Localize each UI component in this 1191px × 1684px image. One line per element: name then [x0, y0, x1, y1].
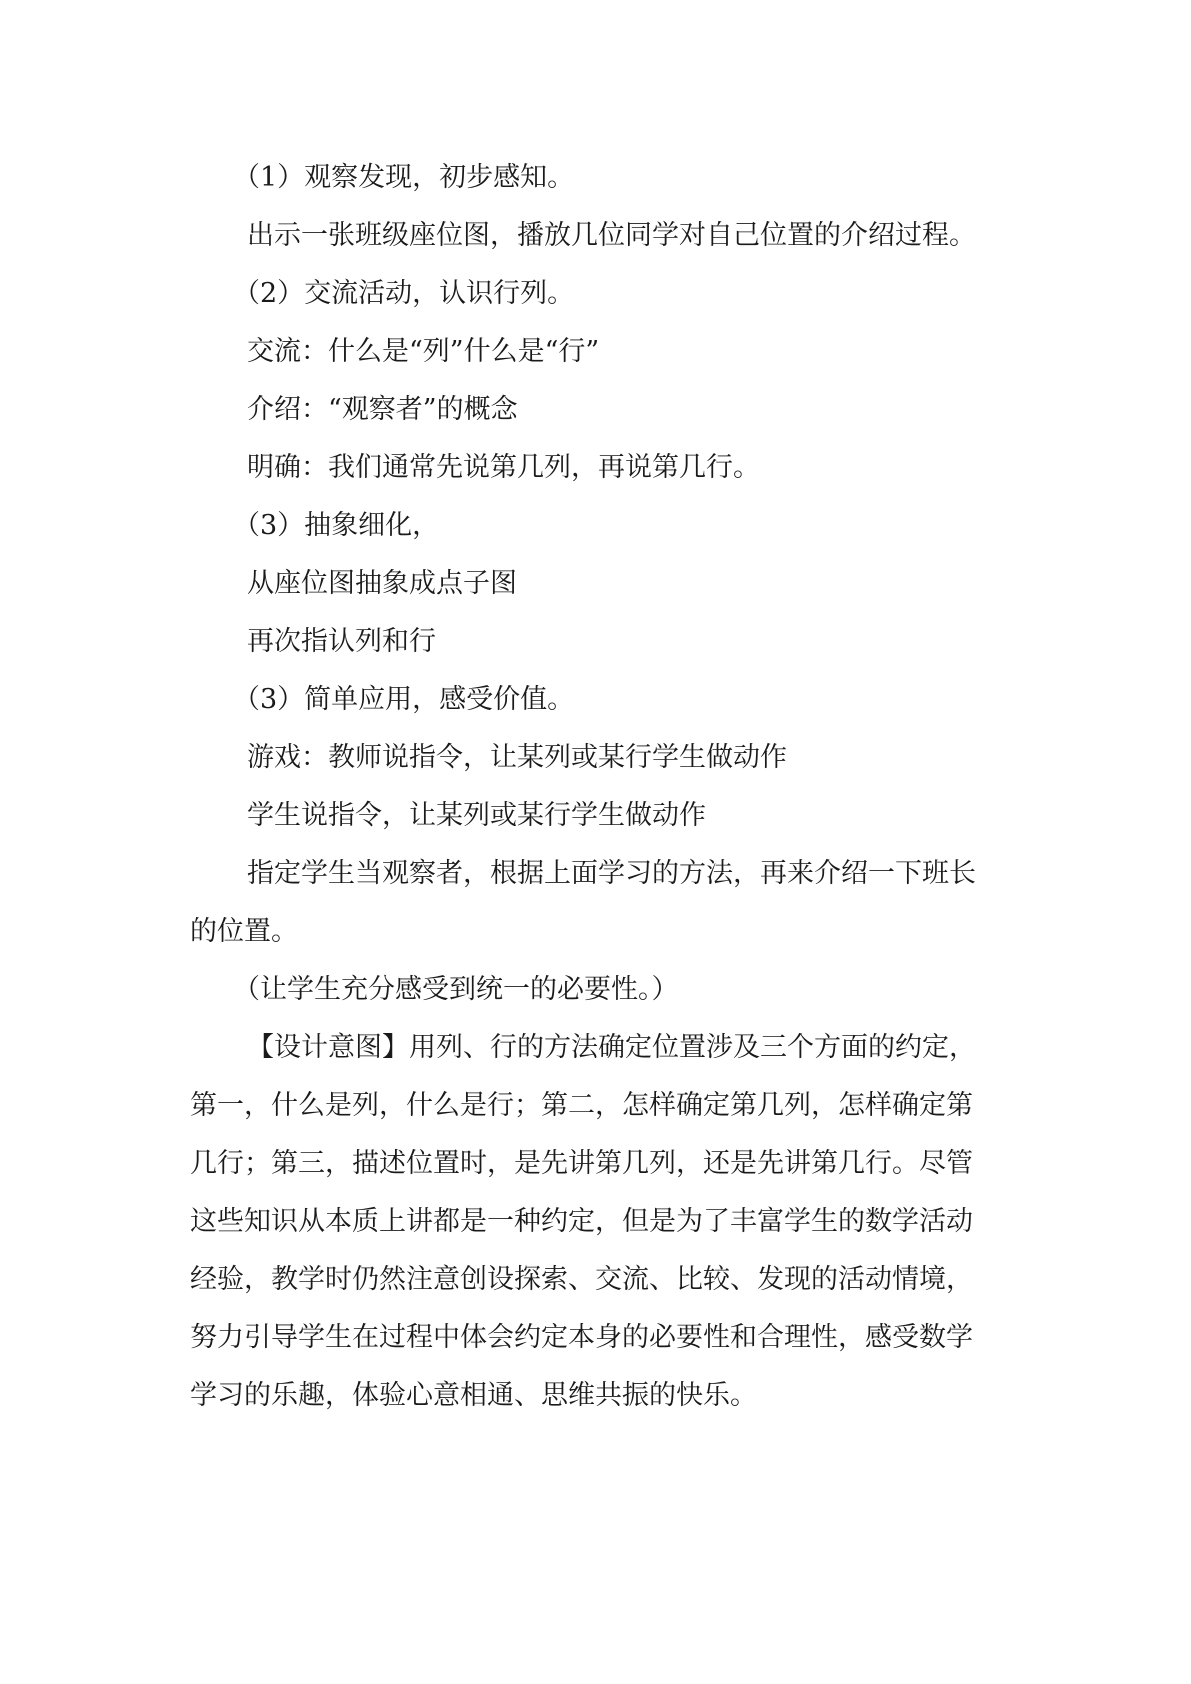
step-1-text: 出示一张班级座位图，播放几位同学对自己位置的介绍过程。 — [247, 220, 976, 251]
design-intent-line-4: 这些知识从本质上讲都是一种约定，但是为了丰富学生的数学活动 — [190, 1206, 973, 1237]
design-intent-line-1: 【设计意图】用列、行的方法确定位置涉及三个方面的约定， — [247, 1032, 976, 1063]
step-2-text-1: 交流：什么是“列”什么是“行” — [247, 336, 600, 367]
step-3-heading: （3）抽象细化， — [233, 510, 440, 541]
step-2-text-2: 介绍：“观察者”的概念 — [247, 394, 518, 425]
design-intent-line-2: 第一，什么是列，什么是行；第二，怎样确定第几列，怎样确定第 — [190, 1090, 973, 1121]
design-intent-line-5: 经验，教学时仍然注意创设探索、交流、比较、发现的活动情境， — [190, 1264, 973, 1295]
step-4-text-2: 学生说指令，让某列或某行学生做动作 — [247, 800, 706, 831]
design-intent-line-3: 几行；第三，描述位置时，是先讲第几列，还是先讲第几行。尽管 — [190, 1148, 973, 1179]
note-text: （让学生充分感受到统一的必要性。） — [233, 974, 679, 1005]
step-4-text-1: 游戏：教师说指令，让某列或某行学生做动作 — [247, 742, 787, 773]
step-3-text-1: 从座位图抽象成点子图 — [247, 568, 517, 599]
step-4-text-3: 指定学生当观察者，根据上面学习的方法，再来介绍一下班长 — [247, 858, 976, 889]
step-4-heading: （3）简单应用，感受价值。 — [233, 684, 575, 715]
design-intent-line-6: 努力引导学生在过程中体会约定本身的必要性和合理性，感受数学 — [190, 1322, 973, 1353]
step-1-heading: （1）观察发现，初步感知。 — [233, 162, 575, 193]
step-3-text-2: 再次指认列和行 — [247, 626, 436, 657]
design-intent-line-7: 学习的乐趣，体验心意相通、思维共振的快乐。 — [190, 1380, 757, 1411]
step-4-text-3-cont: 的位置。 — [190, 916, 298, 947]
step-2-text-3: 明确：我们通常先说第几列，再说第几行。 — [247, 452, 760, 483]
step-2-heading: （2）交流活动，认识行列。 — [233, 278, 575, 309]
